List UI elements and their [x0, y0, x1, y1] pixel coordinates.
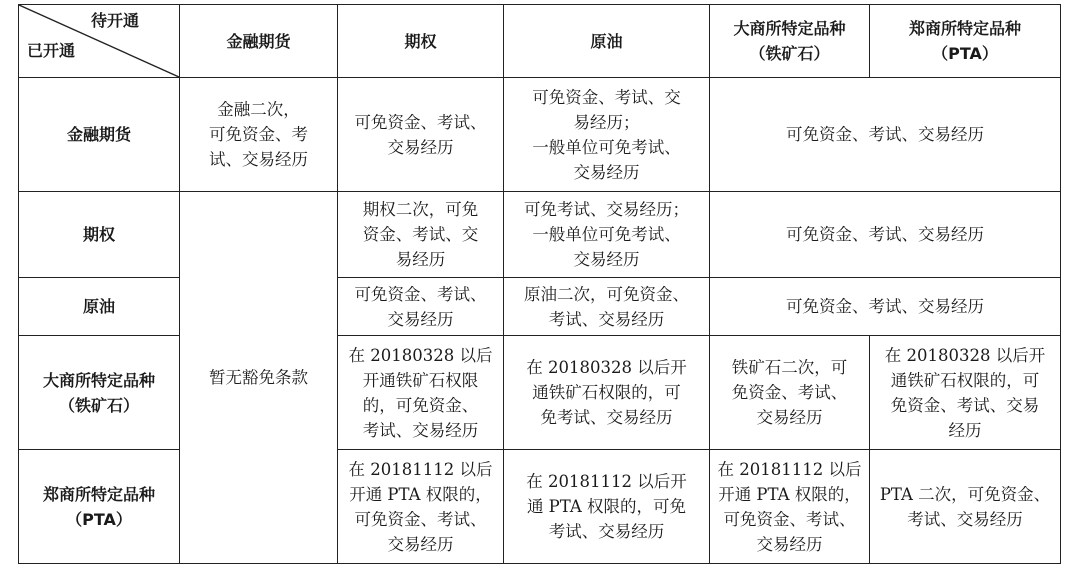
- cell-options-options: 期权二次，可免 资金、考试、交 易经历: [338, 192, 504, 278]
- table-row: [19, 450, 1061, 564]
- table-row: [19, 336, 1061, 450]
- cell-crude-oil-options: 可免资金、考试、 交易经历: [338, 278, 504, 336]
- table-row: [19, 78, 1061, 192]
- column-header-crude-oil: 原油: [504, 5, 710, 78]
- row-header-crude-oil: 原油: [19, 278, 180, 336]
- row-header-dce-iron-ore: 大商所特定品种 （铁矿石）: [19, 336, 180, 450]
- cell-options-special-varieties: 可免资金、考试、交易经历: [710, 192, 1061, 278]
- row-header-options: 期权: [19, 192, 180, 278]
- column-header-options: 期权: [338, 5, 504, 78]
- column-header-financial-futures: 金融期货: [180, 5, 338, 78]
- cell-crude-oil-crude-oil: 原油二次，可免资金、 考试、交易经历: [504, 278, 710, 336]
- cell-crude-oil-special-varieties: 可免资金、考试、交易经历: [710, 278, 1061, 336]
- cell-no-exemption-merged: 暂无豁免条款: [180, 192, 338, 564]
- table-row: [19, 278, 1061, 336]
- cell-dce-iron-ore-zce-pta: 在 20180328 以后开 通铁矿石权限的，可 免资金、考试、交易 经历: [870, 336, 1061, 450]
- cell-dce-iron-ore-crude-oil: 在 20180328 以后开 通铁矿石权限的，可 免考试、交易经历: [504, 336, 710, 450]
- cell-zce-pta-options: 在 20181112 以后 开通 PTA 权限的， 可免资金、考试、 交易经历: [338, 450, 504, 564]
- cell-zce-pta-dce-iron-ore: 在 20181112 以后 开通 PTA 权限的， 可免资金、考试、 交易经历: [710, 450, 870, 564]
- exemption-table: [18, 4, 1061, 564]
- cell-financial-futures-financial-futures: 金融二次， 可免资金、考 试、交易经历: [180, 78, 338, 192]
- row-header-zce-pta: 郑商所特定品种 （PTA）: [19, 450, 180, 564]
- cell-dce-iron-ore-dce-iron-ore: 铁矿石二次，可 免资金、考试、 交易经历: [710, 336, 870, 450]
- corner-header-cell: [19, 5, 180, 78]
- cell-financial-futures-options: 可免资金、考试、 交易经历: [338, 78, 504, 192]
- table-row: [19, 192, 1061, 278]
- row-header-financial-futures: 金融期货: [19, 78, 180, 192]
- column-header-zce-pta: 郑商所特定品种 （PTA）: [870, 5, 1061, 78]
- cell-zce-pta-zce-pta: PTA 二次，可免资金、 考试、交易经历: [870, 450, 1061, 564]
- header-row: [19, 5, 1061, 78]
- cell-options-crude-oil: 可免考试、交易经历； 一般单位可免考试、 交易经历: [504, 192, 710, 278]
- corner-label-opened: 已开通: [27, 41, 76, 60]
- exemption-table-container: [18, 4, 1061, 564]
- cell-financial-futures-crude-oil: 可免资金、考试、交 易经历； 一般单位可免考试、 交易经历: [504, 78, 710, 192]
- cell-zce-pta-crude-oil: 在 20181112 以后开 通 PTA 权限的，可免 考试、交易经历: [504, 450, 710, 564]
- column-header-dce-iron-ore: 大商所特定品种 （铁矿石）: [710, 5, 870, 78]
- corner-label-pending: 待开通: [90, 11, 139, 30]
- cell-financial-futures-special-varieties: 可免资金、考试、交易经历: [710, 78, 1061, 192]
- cell-dce-iron-ore-options: 在 20180328 以后 开通铁矿石权限 的，可免资金、 考试、交易经历: [338, 336, 504, 450]
